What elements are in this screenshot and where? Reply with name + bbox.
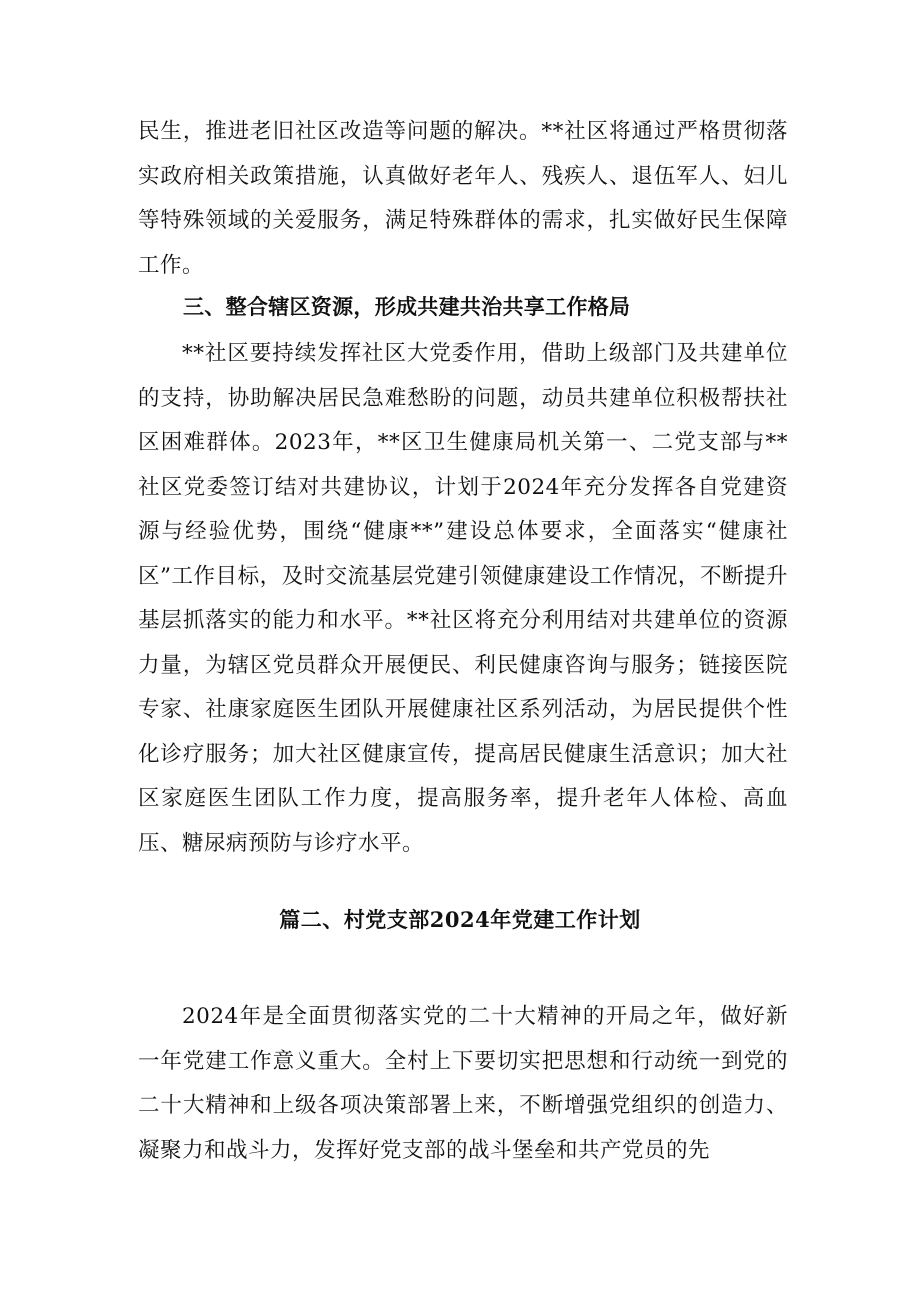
- section-heading-3: 三、整合辖区资源，形成共建共治共享工作格局: [183, 295, 631, 319]
- paragraph-intro: 2024年是全面贯彻落实党的二十大精神的开局之年，做好新一年党建工作意义重大。全村上下要切实把思想和行动统一到党的二十大精神和上级各项决策部署上来，不断增强党组织的创造力、凝聚力和战斗力，发挥好党支部的战斗堡垒和共产党员的先: [138, 1004, 788, 1163]
- paragraph-section3: **社区要持续发挥社区大党委作用，借助上级部门及共建单位的支持，协助解决居民急难愁盼的问题，动员共建单位积极帮扶社区困难群体。2023年，**区卫生健康局机关第一、二党支部与**社区党委签订结对共建协议，计划于2024年充分发挥各自党建资源与经验优势，围绕“健康**”建设总体要求，全面落实“健康社区”工作目标，及时交流基层党建引领健康建设工作情况，不断提升基层抓落实的能力和水平。**社区将充分利用结对共建单位的资源力量，为辖区党员群众开展便民、利民健康咨询与服务；链接医院专家、社康家庭医生团队开展健康社区系列活动，为居民提供个性化诊疗服务；加大社区健康宣传，提高居民健康生活意识；加大社区家庭医生团队工作力度，提高服务率，提升老年人体检、高血压、糖尿病预防与诊疗水平。: [138, 341, 788, 856]
- paragraph-section2-tail: 民生，推进老旧社区改造等问题的解决。**社区将通过严格贯彻落实政府相关政策措施，认真做好老年人、残疾人、退伍军人、妇儿等特殊领域的关爱服务，满足特殊群体的需求，扎实做好民生保障工作。: [138, 119, 788, 278]
- article-title: 篇二、村党支部2024年党建工作计划: [279, 907, 641, 932]
